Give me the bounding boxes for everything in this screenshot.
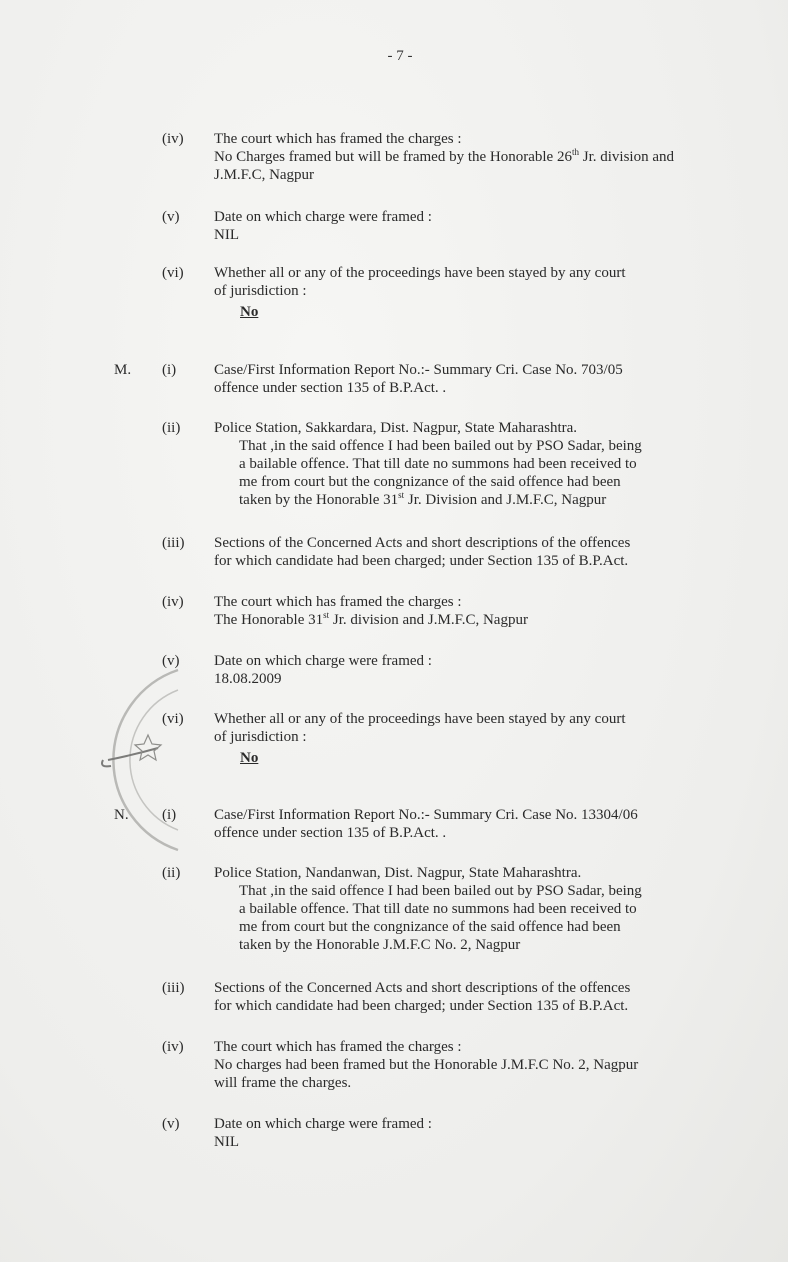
- section-letter: N.: [114, 807, 129, 823]
- item-number: (v): [162, 209, 180, 225]
- page-number: - 7 -: [387, 48, 413, 64]
- item-detail: No Charges framed but will be framed by the Honorable 26th Jr. division and J.M.F.C, Nagpur: [214, 147, 674, 183]
- item-answer: No: [240, 750, 259, 766]
- item-number: (iii): [162, 535, 185, 551]
- item-number: (iv): [162, 1039, 184, 1055]
- item-question: Date on which charge were framed :: [214, 209, 432, 225]
- seal-stamp: [78, 660, 188, 860]
- item-number: (i): [162, 362, 177, 378]
- item-number: (vi): [162, 711, 184, 727]
- item-question: Whether all or any of the proceedings have been stayed by any court: [214, 265, 626, 281]
- item-answer: No: [240, 304, 259, 320]
- item-number: (i): [162, 807, 177, 823]
- item-question: The court which has framed the charges :: [214, 131, 462, 147]
- item-number: (v): [162, 1116, 180, 1132]
- item-number: (iv): [162, 594, 184, 610]
- section-letter: M.: [114, 362, 132, 378]
- item-number: (iii): [162, 980, 185, 996]
- item-question-cont: of jurisdiction :: [214, 283, 307, 299]
- item-number: (ii): [162, 865, 181, 881]
- item-number: (ii): [162, 420, 181, 436]
- document-page: - 7 - (iv) The court which has framed the charges : No Charges framed but will be framed by the Honorable 26th Jr. division and J.M.F.C, Nagpur (v) Date on which charge were framed : NIL (vi) Whether all or any of the proceedings have been stayed by any court of jurisdiction : No M. (i) Case/First Information Report No.:- Summary Cri. Case No. 703/05 offence under section 135 of B.P.Act. . (ii) Police Station, Sakkardara, Dist. Nagpur, State Maharashtra. That ,in the said offence I had been bailed out by PSO Sadar, being a bailable offence. That till date no summons had been received to me from court but the congnizance of the said offence had been taken by the Honorable 31st Jr. Division and J.M.F.C, Nagpur (iii) Sections of the Concerned Acts and short descriptions of the offences for which candidate had been charged; under Section 135 of B.P.Act. (iv) The court which has framed the charges : The Honorable 31st Jr. division and J.M.F.C, Nagpur (v) Date on which charge were framed : 18.08.2009 (vi) Whether all or any of the proceedings have been stayed by any court of jurisdiction : No N. (i) Case/First Information Report No.:- Summary Cri. Case No. 13304/06 offence under section 135 of B.P.Act. . (ii) Police Station, Nandanwan, Dist. Nagpur, State Maharashtra. That ,in the said offence I had been bailed out by PSO Sadar, being a bailable offence. That till date no summons had been received to me from court but the congnizance of the said offence had been taken by the Honorable J.M.F.C No. 2, Nagpur (iii) Sections of the Concerned Acts and short descriptions of the offences for which candidate had been charged; under Section 135 of B.P.Act. (iv) The court which has framed the charges : No charges had been framed but the Honorable J.M.F.C No. 2, Nagpur will frame the charges. (v) Date on which charge were framed : NIL: [0, 0, 788, 1262]
- item-number: (iv): [162, 131, 184, 147]
- item-number: (v): [162, 653, 180, 669]
- item-number: (vi): [162, 265, 184, 281]
- item-detail: NIL: [214, 227, 239, 243]
